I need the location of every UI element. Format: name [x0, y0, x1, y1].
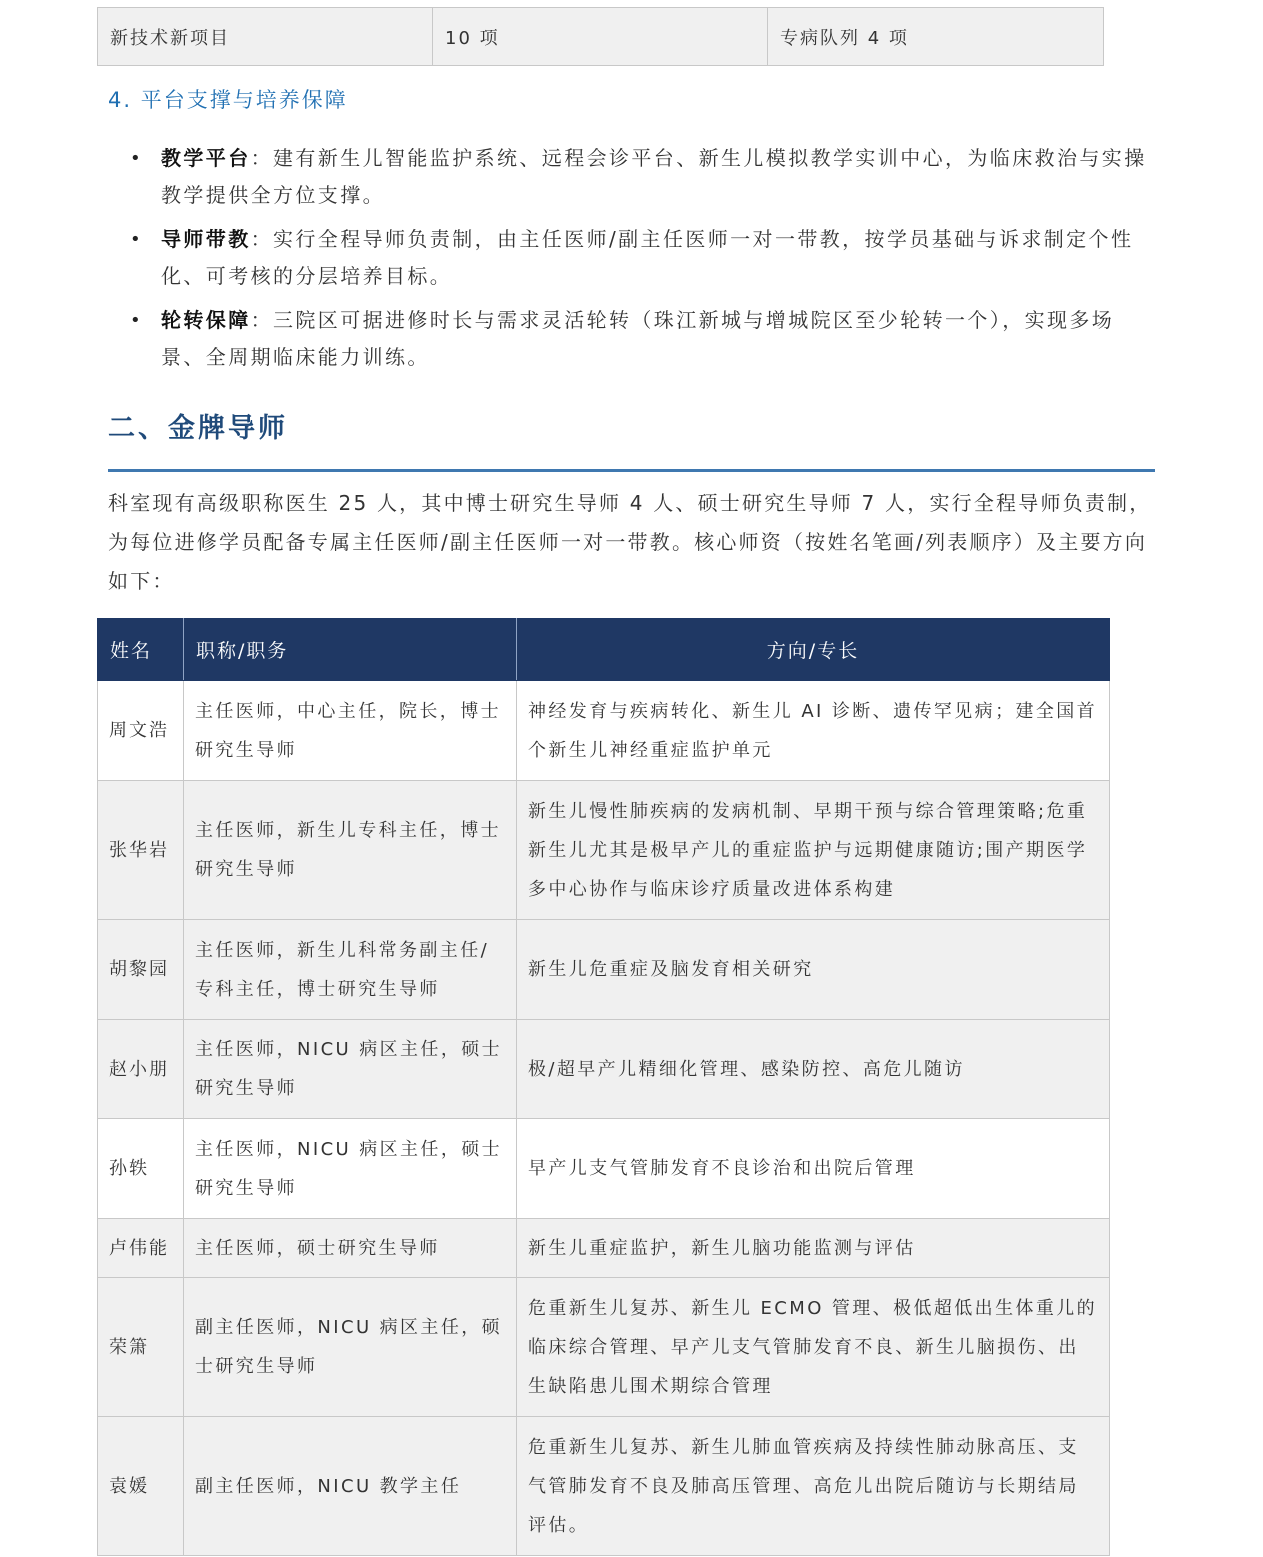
table-row: [98, 781, 1110, 920]
bullet-text: ：实行全程导师负责制，由主任医师/副主任医师一对一带教，按学员基础与诉求制定个性化、可考核的分层培养目标。: [161, 227, 1134, 288]
mentor-title: 副主任医师，NICU 病区主任，硕士研究生导师: [184, 1278, 517, 1417]
mentor-title: 主任医师，硕士研究生导师: [184, 1219, 517, 1278]
bullet-dot-icon: •: [130, 148, 144, 169]
mentor-direction: 早产儿支气管肺发育不良诊治和出院后管理: [517, 1119, 1110, 1219]
mentor-title: 主任医师，新生儿专科主任，博士研究生导师: [184, 781, 517, 920]
mentor-name: 张华岩: [98, 781, 184, 920]
bullet-term: 导师带教: [161, 227, 251, 251]
mentor-direction: 神经发育与疾病转化、新生儿 AI 诊断、遗传罕见病；建全国首个新生儿神经重症监护单元: [517, 681, 1110, 781]
summary-cell-count: 10 项: [433, 8, 768, 66]
bullet-mentor-teaching: [130, 221, 1155, 295]
mentor-table-header: [98, 619, 1110, 681]
mentor-title: 主任医师，NICU 病区主任，硕士研究生导师: [184, 1020, 517, 1119]
mentor-title: 副主任医师，NICU 教学主任: [184, 1417, 517, 1556]
header-title: 职称/职务: [184, 619, 517, 681]
table-row: [98, 1119, 1110, 1219]
table-row: [98, 1417, 1110, 1556]
bullet-dot-icon: •: [130, 310, 144, 331]
mentor-direction: 新生儿危重症及脑发育相关研究: [517, 920, 1110, 1020]
support-subtitle: 4. 平台支撑与培养保障: [108, 88, 348, 112]
section-title: 二、金牌导师: [108, 413, 288, 444]
bullet-text: ：建有新生儿智能监护系统、远程会诊平台、新生儿模拟教学实训中心，为临床救治与实操教学提供全方位支撑。: [161, 146, 1147, 207]
summary-cell-note: 专病队列 4 项: [768, 8, 1104, 66]
mentor-table: [97, 618, 1110, 1556]
bullet-teaching-platform: [130, 140, 1155, 214]
mentor-direction: 危重新生儿复苏、新生儿肺血管疾病及持续性肺动脉高压、支气管肺发育不良及肺高压管理、高危儿出院后随访与长期结局评估。: [517, 1417, 1110, 1556]
summary-cell-item: 新技术新项目: [98, 8, 433, 66]
table-row: [98, 1219, 1110, 1278]
section-divider: [108, 469, 1155, 472]
table-row: [98, 1278, 1110, 1417]
table-row: [98, 681, 1110, 781]
mentor-name: 胡黎园: [98, 920, 184, 1020]
table-row: [98, 920, 1110, 1020]
mentor-name: 赵小朋: [98, 1020, 184, 1119]
mentor-direction: 新生儿重症监护，新生儿脑功能监测与评估: [517, 1219, 1110, 1278]
table-row: [98, 1020, 1110, 1119]
bullet-term: 轮转保障: [161, 308, 251, 332]
mentor-name: 荣箫: [98, 1278, 184, 1417]
mentor-title: 主任医师，新生儿科常务副主任/专科主任，博士研究生导师: [184, 920, 517, 1020]
mentor-direction: 危重新生儿复苏、新生儿 ECMO 管理、极低超低出生体重儿的临床综合管理、早产儿支气管肺发育不良、新生儿脑损伤、出生缺陷患儿围术期综合管理: [517, 1278, 1110, 1417]
bullet-rotation: [130, 302, 1155, 376]
header-direction: 方向/专长: [517, 619, 1110, 681]
header-name: 姓名: [98, 619, 184, 681]
mentor-name: 卢伟能: [98, 1219, 184, 1278]
mentor-title: 主任医师，NICU 病区主任，硕士研究生导师: [184, 1119, 517, 1219]
bullet-dot-icon: •: [130, 229, 144, 250]
mentor-title: 主任医师，中心主任，院长，博士研究生导师: [184, 681, 517, 781]
mentors-intro: 科室现有高级职称医生 25 人，其中博士研究生导师 4 人、硕士研究生导师 7 人，实行全程导师负责制，为每位进修学员配备专属主任医师/副主任医师一对一带教。核心师资（按姓名笔画/列表顺序）及主要方向如下：: [108, 491, 1152, 593]
mentor-name: 孙轶: [98, 1119, 184, 1219]
mentor-name: 周文浩: [98, 681, 184, 781]
bullet-term: 教学平台: [161, 146, 251, 170]
bullet-text: ：三院区可据进修时长与需求灵活轮转（珠江新城与增城院区至少轮转一个），实现多场景、全周期临床能力训练。: [161, 308, 1115, 369]
mentor-direction: 极/超早产儿精细化管理、感染防控、高危儿随访: [517, 1020, 1110, 1119]
mentor-direction: 新生儿慢性肺疾病的发病机制、早期干预与综合管理策略;危重新生儿尤其是极早产儿的重症监护与远期健康随访;围产期医学多中心协作与临床诊疗质量改进体系构建: [517, 781, 1110, 920]
summary-row: [98, 8, 1104, 66]
summary-table: [97, 7, 1104, 66]
mentor-name: 袁媛: [98, 1417, 184, 1556]
support-bullet-list: [130, 140, 1155, 383]
